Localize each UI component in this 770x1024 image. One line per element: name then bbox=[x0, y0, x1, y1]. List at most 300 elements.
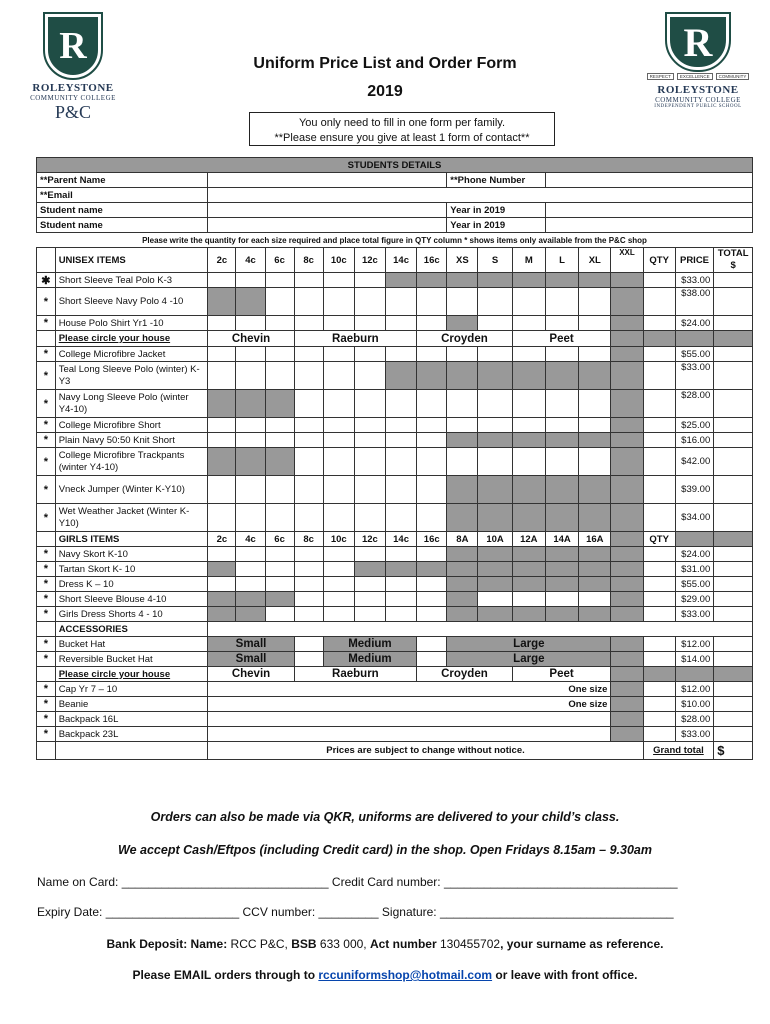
total-header: TOTAL $ bbox=[714, 248, 753, 273]
item-row bbox=[37, 592, 753, 607]
size-cell[interactable] bbox=[478, 347, 512, 362]
size-cell[interactable] bbox=[236, 504, 265, 532]
size-cell bbox=[512, 362, 545, 390]
size-cell bbox=[265, 390, 294, 418]
price-value: $33.00 bbox=[675, 607, 713, 622]
size-cell[interactable] bbox=[208, 577, 236, 592]
size-cell[interactable] bbox=[354, 316, 385, 331]
total-cell[interactable] bbox=[714, 476, 753, 504]
size-cell bbox=[512, 562, 545, 577]
expiry-line[interactable]: Expiry Date: ____________________ CCV number: _________ Signature: ___________________________________ bbox=[37, 905, 674, 919]
total-cell[interactable] bbox=[714, 637, 753, 652]
size-cell[interactable] bbox=[417, 577, 447, 592]
size-cell bbox=[478, 547, 512, 562]
size-cell[interactable] bbox=[265, 547, 294, 562]
size-option: One size bbox=[208, 682, 611, 697]
size-header: 8c bbox=[294, 248, 323, 273]
size-cell[interactable] bbox=[386, 476, 417, 504]
price-header: PRICE bbox=[675, 248, 713, 273]
size-cell[interactable] bbox=[417, 547, 447, 562]
total-cell[interactable] bbox=[714, 288, 753, 316]
size-cell[interactable] bbox=[323, 592, 354, 607]
size-header: 16A bbox=[579, 532, 611, 547]
size-cell bbox=[579, 362, 611, 390]
size-cell[interactable] bbox=[294, 347, 323, 362]
size-cell[interactable] bbox=[545, 390, 578, 418]
size-header: XL bbox=[579, 248, 611, 273]
size-cell[interactable] bbox=[417, 607, 447, 622]
header bbox=[0, 0, 770, 160]
size-cell bbox=[579, 433, 611, 448]
house-option[interactable]: Peet bbox=[512, 331, 611, 347]
size-cell[interactable] bbox=[579, 448, 611, 476]
qty-cell[interactable] bbox=[643, 592, 675, 607]
house-option[interactable]: Raeburn bbox=[294, 667, 417, 682]
size-cell[interactable] bbox=[208, 362, 236, 390]
size-cell[interactable] bbox=[417, 476, 447, 504]
size-cell[interactable] bbox=[208, 727, 611, 742]
size-cell[interactable] bbox=[208, 622, 753, 637]
size-cell[interactable] bbox=[37, 331, 56, 347]
house-option[interactable]: Chevin bbox=[208, 667, 294, 682]
size-cell[interactable] bbox=[323, 347, 354, 362]
size-cell[interactable] bbox=[294, 637, 323, 652]
item-row bbox=[37, 418, 753, 433]
size-cell[interactable] bbox=[208, 476, 236, 504]
size-cell[interactable] bbox=[417, 652, 447, 667]
size-cell bbox=[208, 592, 236, 607]
item-row bbox=[37, 433, 753, 448]
item-row bbox=[37, 697, 753, 712]
size-cell[interactable] bbox=[265, 504, 294, 532]
size-cell[interactable] bbox=[417, 592, 447, 607]
size-cell[interactable] bbox=[294, 433, 323, 448]
total-cell[interactable] bbox=[714, 682, 753, 697]
size-cell[interactable] bbox=[417, 433, 447, 448]
size-cell bbox=[512, 577, 545, 592]
size-cell bbox=[512, 433, 545, 448]
contact-notice: You only need to fill in one form per family. **Please ensure you give at least 1 form of contact** bbox=[249, 112, 555, 146]
size-cell[interactable] bbox=[386, 504, 417, 532]
size-cell[interactable] bbox=[265, 288, 294, 316]
total-cell[interactable] bbox=[714, 362, 753, 390]
size-cell bbox=[417, 273, 447, 288]
qty-cell[interactable] bbox=[643, 697, 675, 712]
size-option: One size bbox=[208, 697, 611, 712]
size-cell bbox=[236, 592, 265, 607]
size-cell[interactable] bbox=[545, 288, 578, 316]
size-cell bbox=[447, 362, 478, 390]
size-header: 2c bbox=[208, 248, 236, 273]
size-cell bbox=[545, 273, 578, 288]
phone-field[interactable] bbox=[545, 173, 752, 188]
size-cell[interactable] bbox=[512, 390, 545, 418]
qty-cell[interactable] bbox=[643, 562, 675, 577]
size-cell[interactable] bbox=[323, 562, 354, 577]
size-cell[interactable] bbox=[386, 433, 417, 448]
size-cell bbox=[236, 390, 265, 418]
size-cell[interactable] bbox=[354, 433, 385, 448]
size-cell[interactable] bbox=[579, 288, 611, 316]
size-cell[interactable] bbox=[447, 347, 478, 362]
total-cell[interactable] bbox=[714, 712, 753, 727]
size-cell[interactable] bbox=[417, 347, 447, 362]
size-cell[interactable] bbox=[265, 562, 294, 577]
item-row bbox=[37, 607, 753, 622]
qty-cell[interactable] bbox=[643, 712, 675, 727]
size-cell[interactable] bbox=[236, 316, 265, 331]
size-cell[interactable] bbox=[512, 448, 545, 476]
size-cell bbox=[447, 504, 478, 532]
qty-cell[interactable] bbox=[643, 547, 675, 562]
size-cell[interactable] bbox=[579, 390, 611, 418]
logo-sub: COMMUNITY COLLEGE bbox=[30, 94, 116, 102]
size-cell[interactable] bbox=[354, 607, 385, 622]
size-cell[interactable] bbox=[354, 273, 385, 288]
qty-cell[interactable] bbox=[643, 607, 675, 622]
size-cell[interactable] bbox=[236, 362, 265, 390]
grand-total-field[interactable]: $ bbox=[714, 742, 753, 760]
size-cell[interactable] bbox=[208, 273, 236, 288]
size-cell[interactable] bbox=[386, 316, 417, 331]
size-cell[interactable] bbox=[386, 448, 417, 476]
size-cell[interactable] bbox=[294, 607, 323, 622]
size-header: 10c bbox=[323, 532, 354, 547]
size-cell bbox=[611, 362, 643, 390]
size-cell[interactable] bbox=[236, 577, 265, 592]
size-cell[interactable] bbox=[236, 476, 265, 504]
size-cell[interactable] bbox=[208, 433, 236, 448]
size-cell[interactable] bbox=[386, 347, 417, 362]
shop-only-marker: * bbox=[37, 712, 56, 727]
size-cell[interactable] bbox=[579, 316, 611, 331]
circle-house-label: Please circle your house bbox=[55, 331, 208, 347]
price-value: $25.00 bbox=[675, 418, 713, 433]
size-cell[interactable] bbox=[208, 712, 611, 727]
total-cell[interactable] bbox=[714, 448, 753, 476]
size-cell[interactable] bbox=[545, 592, 578, 607]
size-cell[interactable] bbox=[354, 288, 385, 316]
size-cell[interactable] bbox=[265, 316, 294, 331]
size-cell[interactable] bbox=[236, 562, 265, 577]
qty-cell[interactable] bbox=[643, 577, 675, 592]
size-cell[interactable] bbox=[265, 347, 294, 362]
size-cell[interactable] bbox=[545, 347, 578, 362]
size-cell bbox=[611, 347, 643, 362]
total-cell[interactable] bbox=[714, 347, 753, 362]
qty-cell[interactable] bbox=[643, 682, 675, 697]
size-cell[interactable] bbox=[208, 547, 236, 562]
size-cell[interactable] bbox=[386, 577, 417, 592]
qty-cell[interactable] bbox=[643, 362, 675, 390]
qty-cell[interactable] bbox=[643, 390, 675, 418]
size-cell[interactable] bbox=[323, 504, 354, 532]
size-cell[interactable] bbox=[265, 433, 294, 448]
size-cell bbox=[512, 273, 545, 288]
total-cell[interactable] bbox=[714, 652, 753, 667]
item-name: Teal Long Sleeve Polo (winter) K-Y3 bbox=[55, 362, 208, 390]
size-cell[interactable] bbox=[354, 362, 385, 390]
size-cell[interactable] bbox=[208, 504, 236, 532]
size-cell[interactable] bbox=[294, 448, 323, 476]
phone-label: **Phone Number bbox=[447, 173, 546, 188]
total-cell[interactable] bbox=[714, 504, 753, 532]
card-name-line[interactable]: Name on Card: _______________________________ Credit Card number: ___________________________________ bbox=[37, 875, 678, 889]
size-header: 12A bbox=[512, 532, 545, 547]
size-cell[interactable] bbox=[545, 316, 578, 331]
price-value: $12.00 bbox=[675, 682, 713, 697]
size-cell[interactable] bbox=[478, 448, 512, 476]
size-cell[interactable] bbox=[323, 273, 354, 288]
size-cell[interactable] bbox=[354, 448, 385, 476]
total-cell[interactable] bbox=[714, 390, 753, 418]
qty-cell[interactable] bbox=[643, 347, 675, 362]
total-cell[interactable] bbox=[714, 547, 753, 562]
size-cell[interactable] bbox=[294, 652, 323, 667]
parent-name-field[interactable] bbox=[208, 173, 447, 188]
size-cell[interactable] bbox=[323, 448, 354, 476]
size-cell[interactable] bbox=[294, 577, 323, 592]
size-cell[interactable] bbox=[417, 288, 447, 316]
size-cell[interactable] bbox=[37, 622, 56, 637]
size-cell[interactable] bbox=[294, 504, 323, 532]
size-cell[interactable] bbox=[478, 288, 512, 316]
size-cell bbox=[265, 448, 294, 476]
size-cell[interactable] bbox=[37, 742, 56, 760]
year-label: Year in 2019 bbox=[447, 203, 546, 218]
size-cell[interactable] bbox=[386, 547, 417, 562]
size-cell[interactable] bbox=[354, 476, 385, 504]
student-name-field[interactable] bbox=[208, 203, 447, 218]
size-cell[interactable] bbox=[294, 390, 323, 418]
size-cell[interactable] bbox=[354, 577, 385, 592]
total-cell[interactable] bbox=[714, 273, 753, 288]
size-cell[interactable] bbox=[354, 418, 385, 433]
size-cell bbox=[354, 562, 385, 577]
size-cell bbox=[386, 562, 417, 577]
size-cell[interactable] bbox=[354, 592, 385, 607]
size-cell[interactable] bbox=[417, 390, 447, 418]
qty-cell[interactable] bbox=[643, 448, 675, 476]
size-cell bbox=[265, 592, 294, 607]
student-name-field[interactable] bbox=[208, 218, 447, 233]
shop-only-marker: * bbox=[37, 547, 56, 562]
qty-cell[interactable] bbox=[643, 727, 675, 742]
email-link[interactable]: rccuniformshop@hotmail.com bbox=[318, 968, 493, 982]
size-cell[interactable] bbox=[579, 418, 611, 433]
size-cell[interactable] bbox=[265, 577, 294, 592]
size-cell[interactable] bbox=[236, 273, 265, 288]
shop-only-marker: * bbox=[37, 288, 56, 316]
size-cell[interactable] bbox=[294, 547, 323, 562]
size-cell[interactable] bbox=[447, 448, 478, 476]
size-cell[interactable] bbox=[294, 418, 323, 433]
size-cell[interactable] bbox=[478, 418, 512, 433]
year-field[interactable] bbox=[545, 218, 752, 233]
qty-cell[interactable] bbox=[643, 637, 675, 652]
size-header: XS bbox=[447, 248, 478, 273]
size-cell[interactable] bbox=[447, 418, 478, 433]
size-cell[interactable] bbox=[417, 316, 447, 331]
size-cell[interactable] bbox=[386, 288, 417, 316]
qty-cell[interactable] bbox=[643, 504, 675, 532]
price-value: $55.00 bbox=[675, 347, 713, 362]
size-cell bbox=[611, 667, 643, 682]
qty-cell[interactable] bbox=[643, 476, 675, 504]
size-option: Small bbox=[208, 637, 294, 652]
total-cell[interactable] bbox=[714, 607, 753, 622]
size-cell[interactable] bbox=[265, 273, 294, 288]
size-cell[interactable] bbox=[294, 476, 323, 504]
qty-cell[interactable] bbox=[643, 288, 675, 316]
size-cell[interactable] bbox=[386, 390, 417, 418]
size-cell[interactable] bbox=[354, 390, 385, 418]
size-header: 4c bbox=[236, 532, 265, 547]
size-cell[interactable] bbox=[512, 316, 545, 331]
total-cell[interactable] bbox=[714, 562, 753, 577]
size-cell[interactable] bbox=[294, 273, 323, 288]
size-cell bbox=[545, 562, 578, 577]
size-cell[interactable] bbox=[323, 418, 354, 433]
size-cell[interactable] bbox=[294, 562, 323, 577]
size-cell[interactable] bbox=[579, 592, 611, 607]
size-cell[interactable] bbox=[354, 504, 385, 532]
size-cell[interactable] bbox=[236, 418, 265, 433]
size-cell[interactable] bbox=[265, 607, 294, 622]
size-cell bbox=[579, 476, 611, 504]
size-cell[interactable] bbox=[417, 504, 447, 532]
size-cell[interactable] bbox=[37, 532, 56, 547]
qty-cell[interactable] bbox=[643, 652, 675, 667]
size-cell[interactable] bbox=[512, 347, 545, 362]
size-cell[interactable] bbox=[447, 390, 478, 418]
size-cell[interactable] bbox=[323, 316, 354, 331]
shop-only-marker: * bbox=[37, 592, 56, 607]
accessories-heading: ACCESSORIES bbox=[55, 622, 208, 637]
size-cell[interactable] bbox=[386, 418, 417, 433]
shop-only-marker: * bbox=[37, 316, 56, 331]
size-cell[interactable] bbox=[478, 390, 512, 418]
size-cell[interactable] bbox=[478, 316, 512, 331]
qty-cell[interactable] bbox=[643, 316, 675, 331]
size-cell[interactable] bbox=[294, 592, 323, 607]
total-cell[interactable] bbox=[714, 418, 753, 433]
size-cell[interactable] bbox=[323, 390, 354, 418]
house-option[interactable]: Peet bbox=[512, 667, 611, 682]
size-cell[interactable] bbox=[579, 347, 611, 362]
size-cell[interactable] bbox=[417, 418, 447, 433]
size-cell[interactable] bbox=[354, 347, 385, 362]
size-cell[interactable] bbox=[265, 476, 294, 504]
item-name: Vneck Jumper (Winter K-Y10) bbox=[55, 476, 208, 504]
size-cell[interactable] bbox=[417, 637, 447, 652]
size-cell[interactable] bbox=[208, 316, 236, 331]
size-cell[interactable] bbox=[236, 347, 265, 362]
size-cell[interactable] bbox=[236, 547, 265, 562]
size-cell[interactable] bbox=[294, 316, 323, 331]
size-cell[interactable] bbox=[354, 547, 385, 562]
size-cell[interactable] bbox=[417, 448, 447, 476]
house-option[interactable]: Chevin bbox=[208, 331, 294, 347]
total-cell[interactable] bbox=[714, 727, 753, 742]
qty-cell[interactable] bbox=[643, 433, 675, 448]
size-cell bbox=[611, 562, 643, 577]
total-cell[interactable] bbox=[714, 433, 753, 448]
size-cell[interactable] bbox=[545, 418, 578, 433]
size-cell[interactable] bbox=[208, 347, 236, 362]
size-cell[interactable] bbox=[323, 607, 354, 622]
size-cell[interactable] bbox=[323, 288, 354, 316]
size-cell[interactable] bbox=[512, 418, 545, 433]
size-cell[interactable] bbox=[236, 433, 265, 448]
shop-only-marker: * bbox=[37, 682, 56, 697]
shop-only-marker: * bbox=[37, 504, 56, 532]
size-cell[interactable] bbox=[37, 248, 56, 273]
size-cell bbox=[545, 433, 578, 448]
size-cell[interactable] bbox=[512, 592, 545, 607]
size-cell[interactable] bbox=[447, 288, 478, 316]
total-cell[interactable] bbox=[714, 577, 753, 592]
size-cell[interactable] bbox=[265, 418, 294, 433]
size-cell bbox=[675, 331, 713, 347]
size-cell bbox=[611, 448, 643, 476]
size-cell[interactable] bbox=[294, 288, 323, 316]
size-cell[interactable] bbox=[512, 288, 545, 316]
size-cell[interactable] bbox=[323, 476, 354, 504]
house-option[interactable]: Croyden bbox=[417, 331, 513, 347]
size-option: Large bbox=[447, 637, 611, 652]
size-cell[interactable] bbox=[294, 362, 323, 390]
item-row bbox=[37, 727, 753, 742]
size-cell bbox=[208, 562, 236, 577]
size-cell[interactable] bbox=[323, 547, 354, 562]
size-cell[interactable] bbox=[323, 362, 354, 390]
size-cell[interactable] bbox=[386, 607, 417, 622]
total-cell[interactable] bbox=[714, 697, 753, 712]
size-cell[interactable] bbox=[265, 362, 294, 390]
size-cell[interactable] bbox=[386, 592, 417, 607]
qty-cell[interactable] bbox=[643, 418, 675, 433]
size-option: Medium bbox=[323, 637, 416, 652]
size-cell bbox=[611, 607, 643, 622]
size-cell bbox=[208, 448, 236, 476]
size-cell[interactable] bbox=[55, 742, 208, 760]
logo-tag: INDEPENDENT PUBLIC SCHOOL bbox=[654, 104, 742, 109]
year-field[interactable] bbox=[545, 203, 752, 218]
size-cell[interactable] bbox=[208, 418, 236, 433]
house-option[interactable]: Croyden bbox=[417, 667, 513, 682]
size-cell bbox=[386, 362, 417, 390]
item-row bbox=[37, 652, 753, 667]
size-cell[interactable] bbox=[37, 667, 56, 682]
total-cell[interactable] bbox=[714, 316, 753, 331]
house-option[interactable]: Raeburn bbox=[294, 331, 417, 347]
item-name: Girls Dress Shorts 4 - 10 bbox=[55, 607, 208, 622]
size-cell bbox=[478, 433, 512, 448]
item-name: Dress K – 10 bbox=[55, 577, 208, 592]
item-name: Plain Navy 50:50 Knit Short bbox=[55, 433, 208, 448]
size-cell[interactable] bbox=[323, 433, 354, 448]
price-value: $31.00 bbox=[675, 562, 713, 577]
total-cell[interactable] bbox=[714, 592, 753, 607]
qty-cell[interactable] bbox=[643, 273, 675, 288]
size-cell bbox=[611, 532, 643, 547]
size-cell[interactable] bbox=[478, 592, 512, 607]
logo-name: ROLEYSTONE bbox=[657, 84, 739, 96]
email-field[interactable] bbox=[208, 188, 753, 203]
size-cell[interactable] bbox=[323, 577, 354, 592]
size-cell[interactable] bbox=[545, 448, 578, 476]
